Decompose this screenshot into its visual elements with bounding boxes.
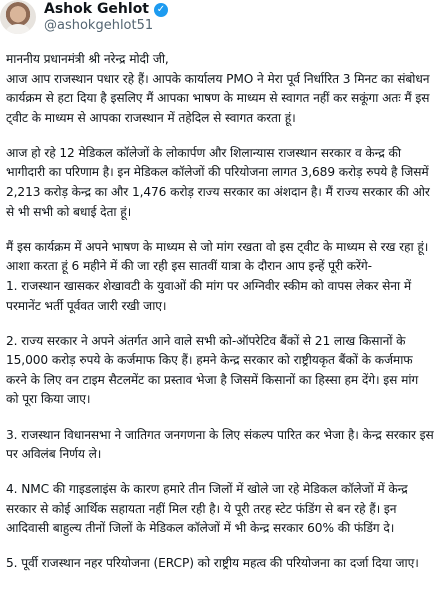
tweet-paragraph: 4. NMC की गाइडलाइंस के कारण हमारे तीन जिलों में खोले जा रहे मेडिकल कॉलेजों में केन्द्र सरकार से कोई आर्थिक सहायता नहीं मिल रही है। ये पूरी तरह स्टेट फंडिंग से बन रहे हैं। इन आदिवासी बाहुल्य तीनों जिलों के मेडिकल कॉलेजों में भी केन्द्र सरकार 60% की फंडिंग दे। <box>6 482 408 536</box>
tweet-paragraph: 3. राजस्थान विधानसभा ने जातिगत जनगणना के लिए संकल्प पारित कर भेजा है। केन्द्र सरकार इस पर अविलंब निर्णय ले। <box>6 427 434 462</box>
tweet-paragraph: मैं इस कार्यक्रम में अपने भाषण के माध्यम से जो मांग रखता वो इस ट्वीट के माध्यम से रख रहा हूं। आशा करता हूं 6 महीने में की जा रही इस सातवीं यात्रा के दौरान आप इन्हें पूरी करेंगे- 1. राजस्थान खासकर शेखावटी के युवाओं की मांग पर अग्निवीर स्कीम को वापस लेकर सेना में परमानेंट भर्ती पूर्ववत जारी रखी जाए। <box>6 239 429 313</box>
avatar[interactable] <box>0 0 36 34</box>
verified-badge-icon: ✓ <box>154 3 168 17</box>
tweet-paragraph: आज हो रहे 12 मेडिकल कॉलेजों के लोकार्पण और शिलान्यास राजस्थान सरकार व केन्द्र की भागीदारी का परिणाम है। इन मेडिकल कॉलेजों की परियोजना लागत 3,689 करोड़ रुपये है जिसमें 2,213 करोड़ केन्द्र का और 1,476 करोड़ राज्य सरकार का अंशदान है। मैं राज्य सरकार की ओर से भी सभी को बधाई देता हूं। <box>6 145 430 219</box>
author-name[interactable]: Ashok Gehlot <box>44 1 149 17</box>
author-handle[interactable]: @ashokgehlot51 <box>44 18 154 33</box>
author-name-row <box>44 1 168 18</box>
tweet-paragraph: 2. राज्य सरकार ने अपने अंतर्गत आने वाले सभी को-ऑपरेटिव बैंकों से 21 लाख किसानों के 15,000 करोड़ रुपये के कर्जमाफ किए हैं। हमने केन्द्र सरकार को राष्ट्रीयकृत बैंकों के कर्जमाफ करने के लिए वन टाइम सैटलमेंट का प्रस्ताव भेजा है जिसमें किसानों का हिस्सा हम देंगे। इस मांग को पूरा किया जाए। <box>6 333 419 407</box>
tweet-text <box>6 50 434 590</box>
tweet-paragraph: माननीय प्रधानमंत्री श्री नरेन्द्र मोदी जी, आज आप राजस्थान पधार रहे हैं। आपके कार्यालय PMO ने मेरा पूर्व निर्धारित 3 मिनट का संबोधन कार्यक्रम से हटा दिया है इसलिए मैं आपका भाषण के माध्यम से स्वागत नहीं कर सकूंगा अतः मैं इस ट्वीट के माध्यम से आपका राजस्थान में तहेदिल से स्वागत करता हूं। <box>6 52 430 125</box>
tweet-header <box>0 0 438 44</box>
tweet-paragraph: 5. पूर्वी राजस्थान नहर परियोजना (ERCP) को राष्ट्रीय महत्व की परियोजना का दर्जा दिया जाए। <box>6 556 419 571</box>
